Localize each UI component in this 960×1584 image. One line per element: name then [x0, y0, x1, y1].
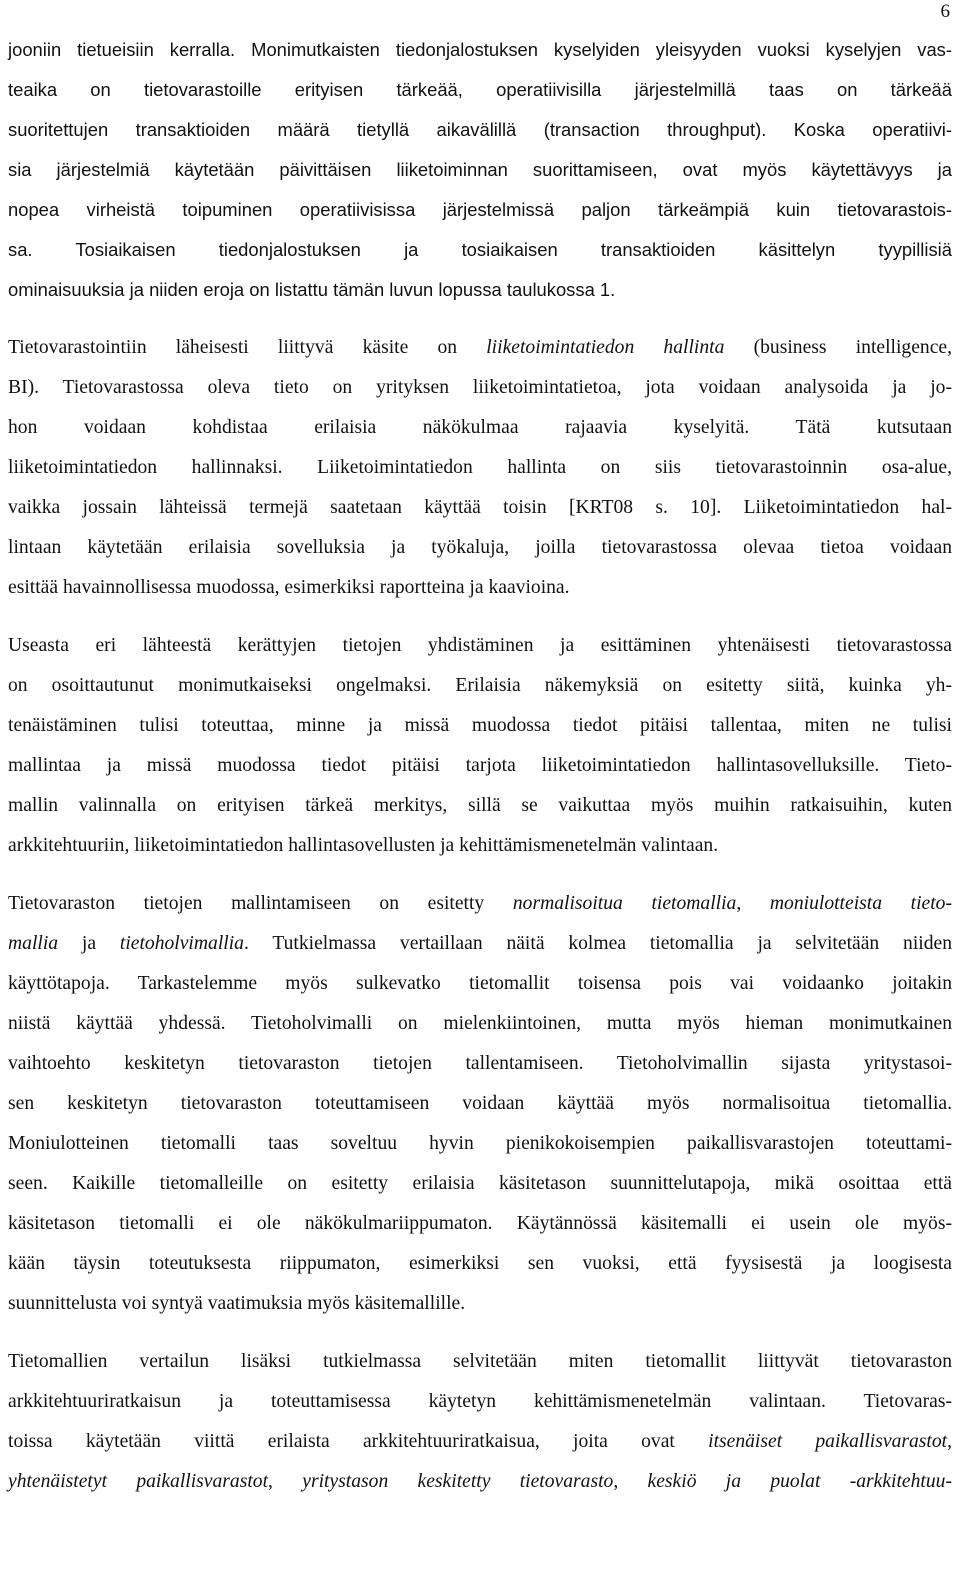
- text-line: [8, 1204, 952, 1244]
- text-segment: Moniulotteinen tietomalli taas soveltuu hyvin pienikokoisempien paikallisvarastojen toteuttami-: [8, 1133, 952, 1154]
- text-line: [8, 1164, 952, 1204]
- text-segment: ,: [947, 1431, 953, 1452]
- text-segment: sia järjestelmiä käytetään päivittäisen liiketoiminnan suorittamiseen, ovat myös käytettävyys ja: [8, 159, 952, 180]
- text-segment: -: [820, 1471, 857, 1492]
- text-segment: seen. Kaikille tietomalleille on esitetty erilaisia käsitetason suunnittelutapoja, mikä osoittaa että: [8, 1173, 952, 1194]
- text-line: [8, 1044, 952, 1084]
- text-segment: suoritettujen transaktioiden määrä tietyllä aikavälillä (transaction throughput). Koska operatiivi-: [8, 119, 952, 140]
- text-segment: ominaisuuksia ja niiden eroja on listattu tämän luvun lopussa taulukossa 1.: [8, 279, 616, 300]
- text-segment: teaika on tietovarastoille erityisen tärkeää, operatiivisilla järjestelmillä taas on tärkeää: [8, 79, 952, 100]
- text-line: [8, 1422, 952, 1462]
- text-line: [8, 826, 952, 866]
- text-line: [8, 328, 952, 368]
- text-segment: (business intelligence,: [724, 337, 952, 358]
- italic-term: liiketoimintatiedon hallinta: [486, 337, 725, 358]
- text-segment: Tietovarastointiin läheisesti liittyvä käsite on: [8, 337, 487, 358]
- text-segment: toissa käytetään viittä erilaista arkkitehtuuriratkaisua, joita ovat: [8, 1431, 709, 1452]
- text-line: [8, 786, 952, 826]
- text-segment: sa. Tosiaikaisen tiedonjalostuksen ja tosiaikaisen transaktioiden käsittelyn tyypillisiä: [8, 239, 952, 260]
- text-segment: sen keskitetyn tietovaraston toteuttamiseen voidaan käyttää myös normalisoitua tietomallia.: [8, 1093, 952, 1114]
- text-line: [8, 70, 952, 110]
- text-segment: suunnittelusta voi syntyä vaatimuksia myös käsitemallille.: [8, 1293, 466, 1314]
- text-line: [8, 666, 952, 706]
- text-line: [8, 568, 952, 608]
- text-segment: on osoittautunut monimutkaiseksi ongelmaksi. Erilaisia näkemyksiä on esitetty siitä, kuinka yh-: [8, 675, 952, 696]
- text-segment: tenäistäminen tulisi toteuttaa, minne ja missä muodossa tiedot pitäisi tallentaa, miten ne tulisi: [8, 715, 952, 736]
- text-segment: hon voidaan kohdistaa erilaisia näkökulmaa rajaavia kyselyitä. Tätä kutsutaan: [8, 417, 952, 438]
- text-line: [8, 1382, 952, 1422]
- text-segment: ,: [268, 1471, 303, 1492]
- text-segment: mallintaa ja missä muodossa tiedot pitäisi tarjota liiketoimintatiedon hallintasovelluksille. Tieto-: [8, 755, 952, 776]
- text-segment: Tietovaraston tietojen mallintamiseen on esitetty: [8, 893, 513, 914]
- text-segment: mallin valinnalla on erityisen tärkeä merkitys, sillä se vaikuttaa myös muihin ratkaisuihin, kuten: [8, 795, 952, 816]
- text-line: [8, 964, 952, 1004]
- text-segment: vaikka jossain lähteissä termejä saatetaan käyttää toisin [KRT08 s. 10]. Liiketoimintatiedon hal-: [8, 497, 952, 518]
- italic-term: arkkitehtuu-: [856, 1471, 952, 1492]
- text-line: [8, 408, 952, 448]
- text-segment: vaihtoehto keskitetyn tietovaraston tietojen tallentamiseen. Tietoholvimallin sijasta yritystasoi-: [8, 1053, 952, 1074]
- paragraph: [8, 30, 952, 310]
- text-line: [8, 1462, 952, 1502]
- italic-term: itsenäiset paikallisvarastot: [708, 1431, 948, 1452]
- text-line: [8, 110, 952, 150]
- text-segment: arkkitehtuuriin, liiketoimintatiedon hallintasovellusten ja kehittämismenetelmän valintaan.: [8, 835, 719, 856]
- text-line: [8, 1084, 952, 1124]
- text-line: [8, 1004, 952, 1044]
- text-line: [8, 924, 952, 964]
- paragraph: [8, 626, 952, 866]
- text-line: [8, 230, 952, 270]
- italic-term: yhtenäistetyt paikallisvarastot: [8, 1471, 269, 1492]
- italic-term: mallia: [8, 933, 59, 954]
- text-segment: ,: [736, 893, 770, 914]
- italic-term: yritystason keskitetty tietovarasto: [302, 1471, 614, 1492]
- text-line: [8, 1124, 952, 1164]
- text-segment: BI). Tietovarastossa oleva tieto on yrityksen liiketoimintatietoa, jota voidaan analysoida ja jo-: [8, 377, 952, 398]
- text-line: [8, 1342, 952, 1382]
- text-segment: jooniin tietueisiin kerralla. Monimutkaisten tiedonjalostuksen kyselyiden yleisyyden vuoksi kyselyjen vas-: [8, 39, 952, 60]
- text-segment: käyttötapoja. Tarkastelemme myös sulkevatko tietomallit toisensa pois vai voidaanko joitakin: [8, 973, 952, 994]
- text-line: [8, 270, 952, 310]
- text-segment: ,: [613, 1471, 648, 1492]
- text-segment: käsitetason tietomalli ei ole näkökulmariippumaton. Käytännössä käsitemalli ei usein ole myös-: [8, 1213, 952, 1234]
- italic-term: keskiö ja puolat: [647, 1471, 821, 1492]
- text-segment: nopea virheistä toipuminen operatiivisissa järjestelmissä paljon tärkeämpiä kuin tietovarastois-: [8, 199, 952, 220]
- text-segment: esittää havainnollisessa muodossa, esimerkiksi raportteina ja kaavioina.: [8, 577, 570, 598]
- text-line: [8, 30, 952, 70]
- text-line: [8, 488, 952, 528]
- text-line: [8, 1244, 952, 1284]
- text-line: [8, 448, 952, 488]
- italic-term: moniulotteista tieto-: [769, 893, 952, 914]
- text-line: [8, 528, 952, 568]
- text-line: [8, 150, 952, 190]
- text-line: [8, 706, 952, 746]
- paragraph: [8, 884, 952, 1324]
- text-segment: . Tutkielmassa vertaillaan näitä kolmea tietomallia ja selvitetään niiden: [243, 933, 952, 954]
- text-segment: lintaan käytetään erilaisia sovelluksia ja työkaluja, joilla tietovarastossa olevaa tietoa voidaan: [8, 537, 952, 558]
- document-body: [8, 30, 952, 1520]
- text-segment: ja: [58, 933, 120, 954]
- italic-term: tietoholvimallia: [119, 933, 244, 954]
- paragraph: [8, 1342, 952, 1502]
- paragraph: [8, 328, 952, 608]
- text-segment: arkkitehtuuriratkaisun ja toteuttamisessa käytetyn kehittämismenetelmän valintaan. Tietovaras-: [8, 1391, 952, 1412]
- text-segment: kään täysin toteutuksesta riippumaton, esimerkiksi sen vuoksi, että fyysisestä ja loogisesta: [8, 1253, 952, 1274]
- page-number: 6: [940, 1, 950, 22]
- text-segment: Useasta eri lähteestä kerättyjen tietojen yhdistäminen ja esittäminen yhtenäisesti tietovarastossa: [8, 635, 952, 656]
- text-line: [8, 626, 952, 666]
- text-segment: Tietomallien vertailun lisäksi tutkielmassa selvitetään miten tietomallit liittyvät tietovaraston: [8, 1351, 952, 1372]
- text-line: [8, 746, 952, 786]
- italic-term: normalisoitua tietomallia: [512, 893, 737, 914]
- text-segment: liiketoimintatiedon hallinnaksi. Liiketoimintatiedon hallinta on siis tietovarastoinnin osa-alue,: [8, 457, 952, 478]
- text-segment: niistä käyttää yhdessä. Tietoholvimalli on mielenkiintoinen, mutta myös hieman monimutkainen: [8, 1013, 952, 1034]
- text-line: [8, 190, 952, 230]
- text-line: [8, 368, 952, 408]
- text-line: [8, 884, 952, 924]
- text-line: [8, 1284, 952, 1324]
